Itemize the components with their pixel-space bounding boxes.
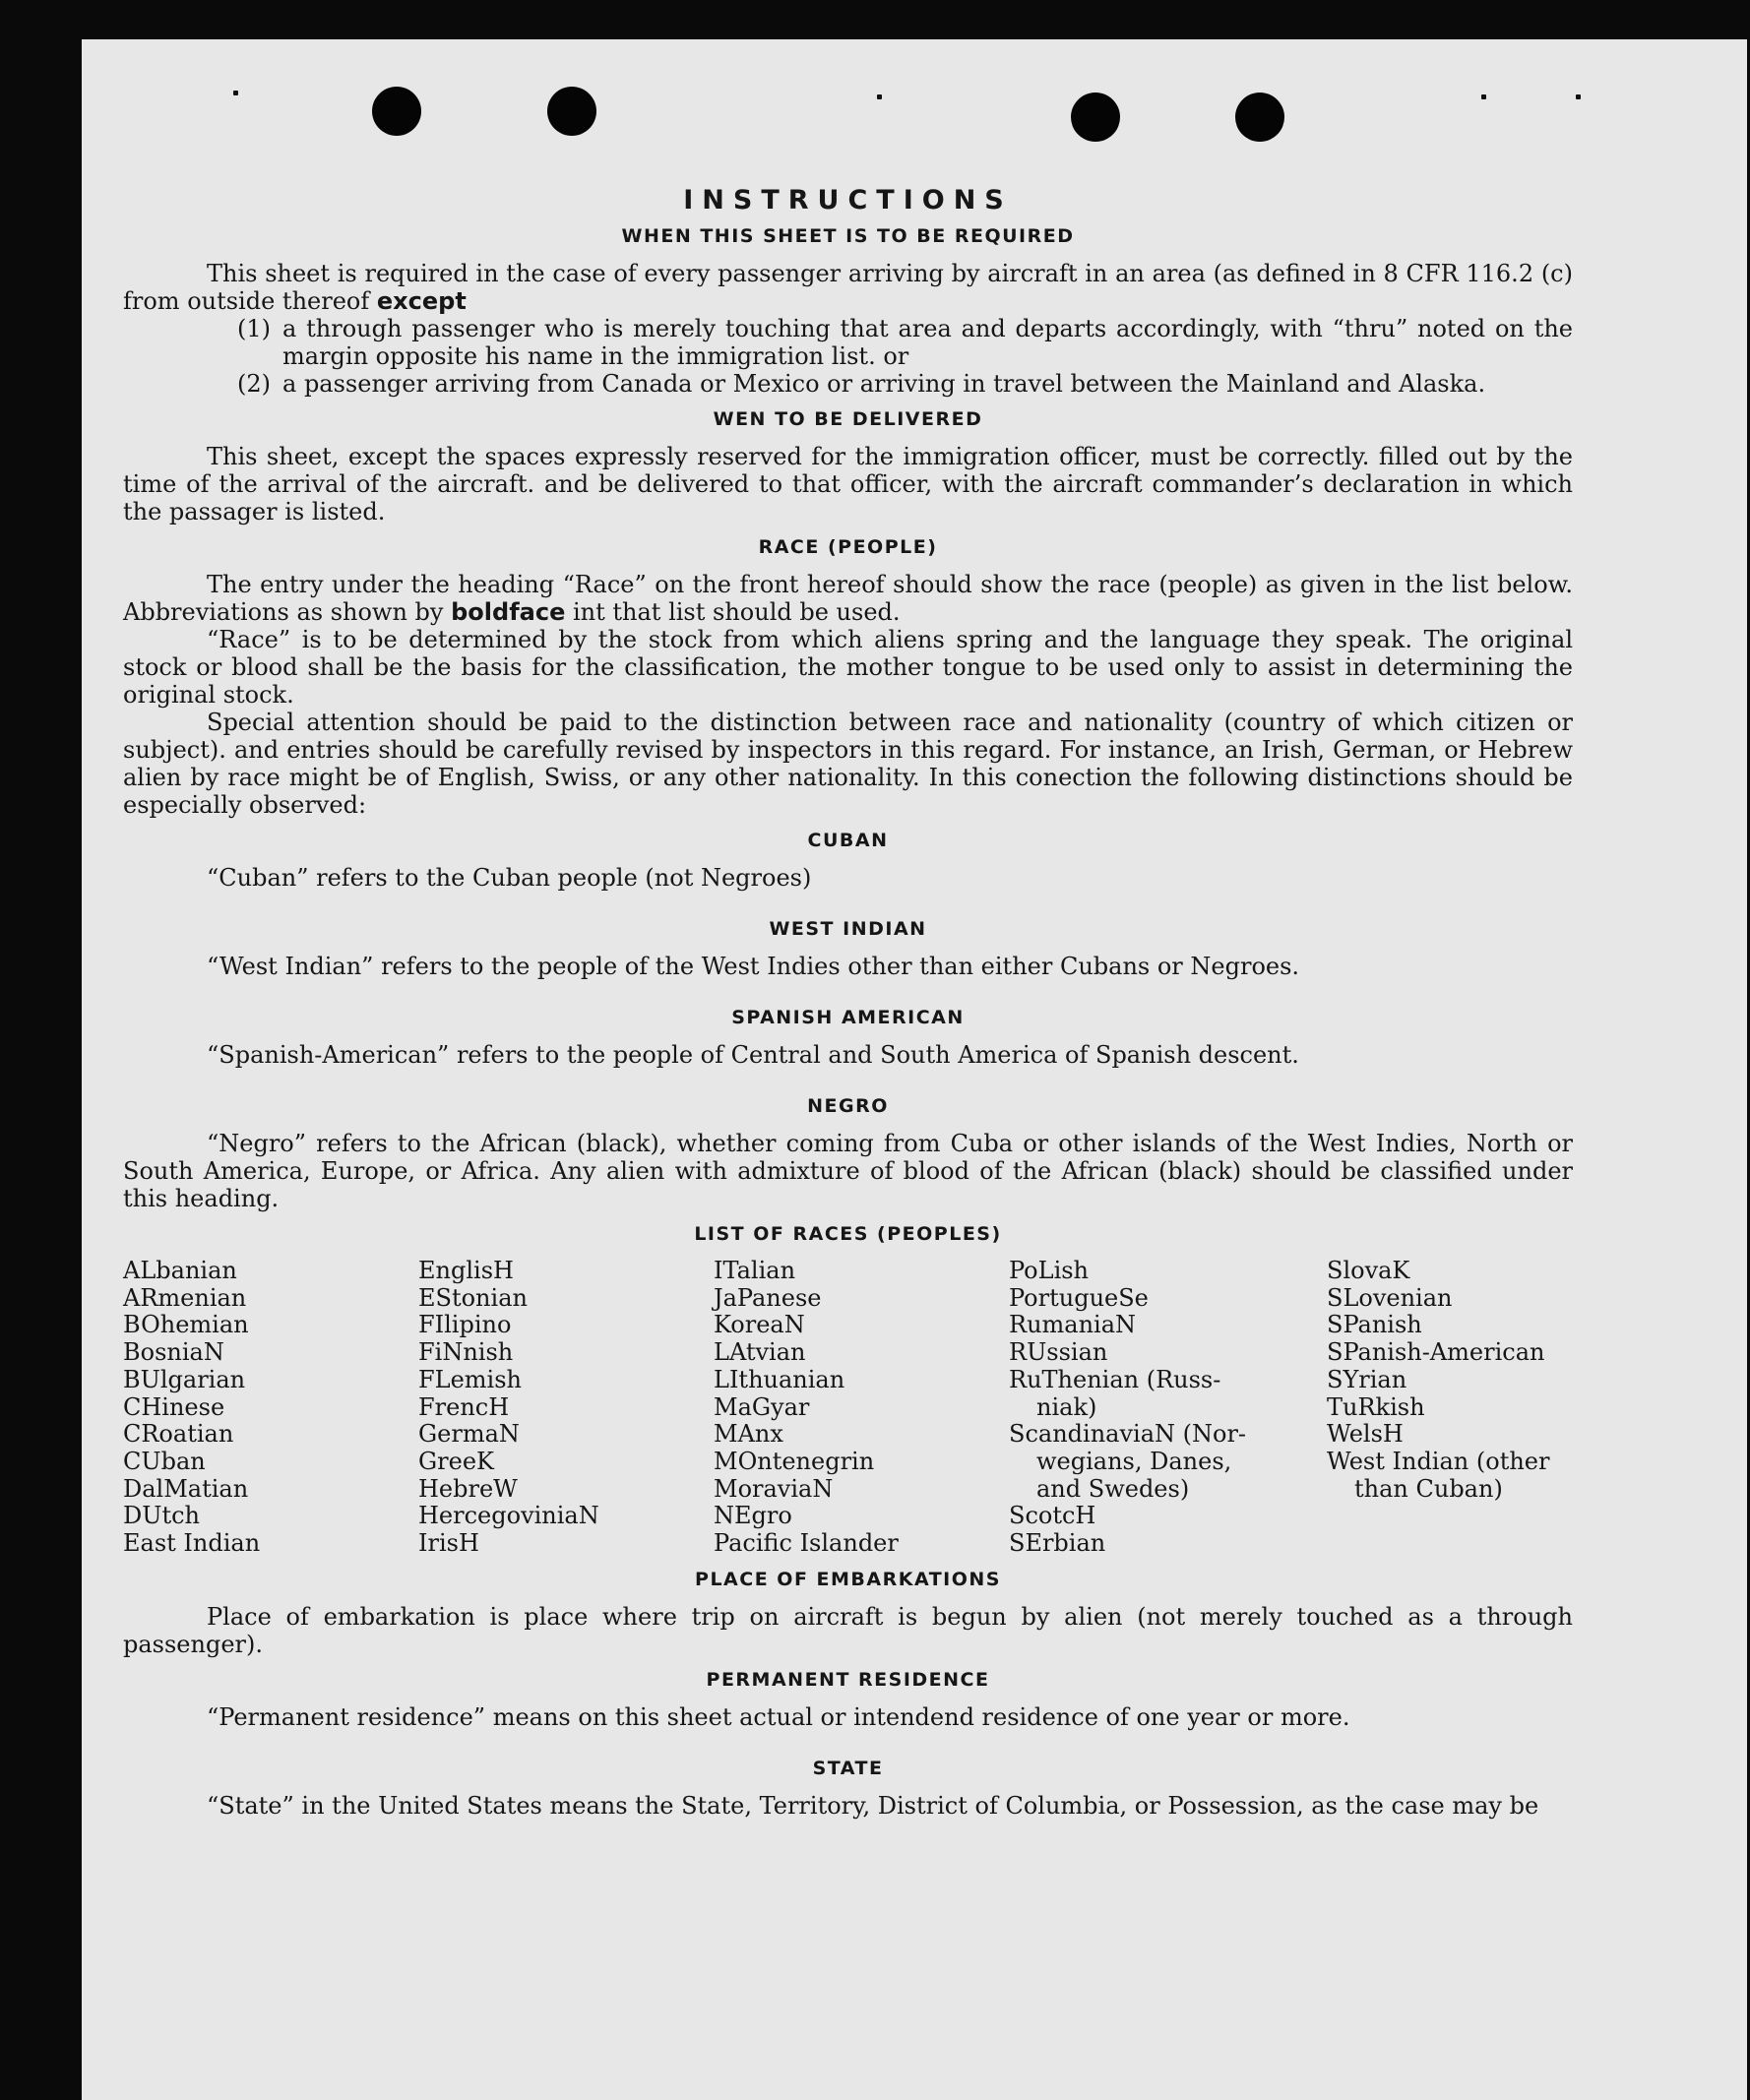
race-item: DalMatian <box>123 1474 249 1503</box>
paragraph: The entry under the heading “Race” on the front hereof should show the race (people) as given in the list below. Abbreviations as shown by boldface int that list should be used. <box>123 571 1573 626</box>
race-item: SPanish-American <box>1327 1338 1545 1367</box>
race-item: KoreaN <box>714 1311 805 1339</box>
paragraph: Place of embarkation is place where trip on aircraft is begun by alien (not merely touched as a through passenger). <box>123 1602 1573 1658</box>
race-column <box>1327 1258 1573 1558</box>
race-item: JaPanese <box>714 1283 822 1312</box>
race-item: TuRkish <box>1327 1392 1425 1421</box>
race-item: ARmenian <box>123 1283 247 1312</box>
race-item: Pacific Islander <box>714 1529 899 1558</box>
race-item: IrisH <box>418 1529 479 1558</box>
race-item: BosniaN <box>123 1338 224 1367</box>
race-item: ITalian <box>714 1257 796 1284</box>
section-heading: LIST OF RACES (PEOPLES) <box>694 1223 1002 1245</box>
paragraph: “Cuban” refers to the Cuban people (not Negroes) <box>207 864 812 892</box>
speck <box>1576 94 1581 99</box>
race-item: CHinese <box>123 1392 225 1421</box>
race-item: EStonian <box>418 1283 528 1312</box>
punch-hole <box>372 87 421 136</box>
race-item: niak) <box>1036 1392 1097 1421</box>
paragraph: “Negro” refers to the African (black), whether coming from Cuba or other islands of the West Indies, North or South America, Europe, or Africa. Any alien with admixture of blood of the African (black) should be classified under this heading. <box>123 1130 1573 1212</box>
section-heading: WEN TO BE DELIVERED <box>713 408 983 430</box>
race-item: RuThenian (Russ- <box>1009 1365 1221 1393</box>
punch-hole <box>1071 93 1120 142</box>
race-item: SErbian <box>1009 1529 1106 1558</box>
race-item: and Swedes) <box>1036 1474 1190 1503</box>
speck <box>233 91 238 95</box>
race-item: RUssian <box>1009 1338 1108 1367</box>
race-item: HebreW <box>418 1474 518 1503</box>
race-list <box>123 1258 1573 1558</box>
race-item: WelsH <box>1327 1420 1404 1449</box>
race-item: FrencH <box>418 1392 510 1421</box>
race-item: CRoatian <box>123 1420 234 1449</box>
race-item: LIthuanian <box>714 1365 845 1393</box>
race-item: RumaniaN <box>1009 1311 1137 1339</box>
race-item: West Indian (other <box>1327 1447 1550 1475</box>
race-item: FIlipino <box>418 1311 512 1339</box>
race-item: ALbanian <box>123 1257 237 1284</box>
race-item: DUtch <box>123 1502 201 1530</box>
race-item: MAnx <box>714 1420 783 1449</box>
race-item: East Indian <box>123 1529 261 1558</box>
race-item: ScotcH <box>1009 1502 1096 1530</box>
instructions-body <box>123 187 1573 1820</box>
paragraph: Special attention should be paid to the distinction between race and nationality (country of which citizen or subject). and entries should be carefully revised by inspectors in this regard. For instance, an Irish, German, or Hebrew alien by race might be of English, Swiss, or any other nationality. In this conection the following distinctions should be especially observed: <box>123 709 1573 819</box>
race-item: MoraviaN <box>714 1474 834 1503</box>
race-item: BUlgarian <box>123 1365 246 1393</box>
race-column <box>1009 1258 1327 1558</box>
race-item: ScandinaviaN (Nor- <box>1009 1420 1247 1449</box>
race-item: BOhemian <box>123 1311 249 1339</box>
section-heading: PLACE OF EMBARKATIONS <box>695 1568 1001 1590</box>
list-item: (2) a passenger arriving from Canada or Mexico or arriving in travel between the Mainland and Alaska. <box>237 370 1486 398</box>
page-title: INSTRUCTIONS <box>683 185 1013 216</box>
paragraph: “West Indian” refers to the people of the West Indies other than either Cubans or Negroes. <box>207 953 1300 980</box>
race-column <box>714 1258 1009 1558</box>
race-item: wegians, Danes, <box>1036 1447 1232 1475</box>
race-item: SYrian <box>1327 1365 1407 1393</box>
race-item: LAtvian <box>714 1338 806 1367</box>
section-heading: CUBAN <box>807 830 889 851</box>
paragraph: “Spanish-American” refers to the people of Central and South America of Spanish descent. <box>207 1041 1299 1069</box>
race-item: NEgro <box>714 1502 792 1530</box>
race-item: HercegoviniaN <box>418 1502 599 1530</box>
race-item: CUban <box>123 1447 206 1475</box>
paragraph: This sheet is required in the case of every passenger arriving by aircraft in an area (as defined in 8 CFR 116.2 (c) from outside thereof except <box>123 260 1573 315</box>
race-item: SlovaK <box>1327 1257 1410 1284</box>
race-item: MOntenegrin <box>714 1447 875 1475</box>
punch-hole <box>1235 93 1284 142</box>
section-heading: NEGRO <box>807 1095 889 1117</box>
document-page <box>82 39 1747 2100</box>
section-heading: STATE <box>812 1757 884 1779</box>
paragraph: This sheet, except the spaces expressly reserved for the immigration officer, must be correctly. filled out by the time of the arrival of the aircraft. and be delivered to that officer, with the aircraft commander’s declaration in which the passager is listed. <box>123 443 1573 525</box>
race-item: PortugueSe <box>1009 1283 1149 1312</box>
race-item: MaGyar <box>714 1392 810 1421</box>
section-heading: PERMANENT RESIDENCE <box>706 1668 990 1691</box>
race-item: EnglisH <box>418 1257 514 1284</box>
speck <box>1481 94 1486 99</box>
punch-hole <box>547 87 596 136</box>
section-heading: WEST INDIAN <box>769 918 927 940</box>
race-item: SLovenian <box>1327 1283 1453 1312</box>
speck <box>877 94 882 99</box>
paragraph: “Race” is to be determined by the stock from which aliens spring and the language they speak. The original stock or blood shall be the basis for the classification, the mother tongue to be used only to assist in determining the original stock. <box>123 626 1573 709</box>
race-item: PoLish <box>1009 1257 1090 1284</box>
race-item: FiNnish <box>418 1338 514 1367</box>
race-item: SPanish <box>1327 1311 1422 1339</box>
race-column <box>123 1258 418 1558</box>
section-heading: SPANISH AMERICAN <box>731 1007 965 1028</box>
paragraph: “State” in the United States means the State, Territory, District of Columbia, or Possession, as the case may be <box>207 1791 1539 1820</box>
race-item: GreeK <box>418 1447 494 1475</box>
section-heading: WHEN THIS SHEET IS TO BE REQUIRED <box>621 225 1075 247</box>
section-heading: RACE (PEOPLE) <box>758 536 938 558</box>
race-item: than Cuban) <box>1354 1474 1503 1503</box>
race-column <box>418 1258 714 1558</box>
paragraph: “Permanent residence” means on this sheet actual or intendend residence of one year or more. <box>207 1702 1350 1731</box>
list-item: (1) a through passenger who is merely touching that area and departs accordingly, with “thru” noted on the margin opposite his name in the immigration list. or <box>237 315 1573 370</box>
race-item: FLemish <box>418 1365 522 1393</box>
race-item: GermaN <box>418 1420 520 1449</box>
